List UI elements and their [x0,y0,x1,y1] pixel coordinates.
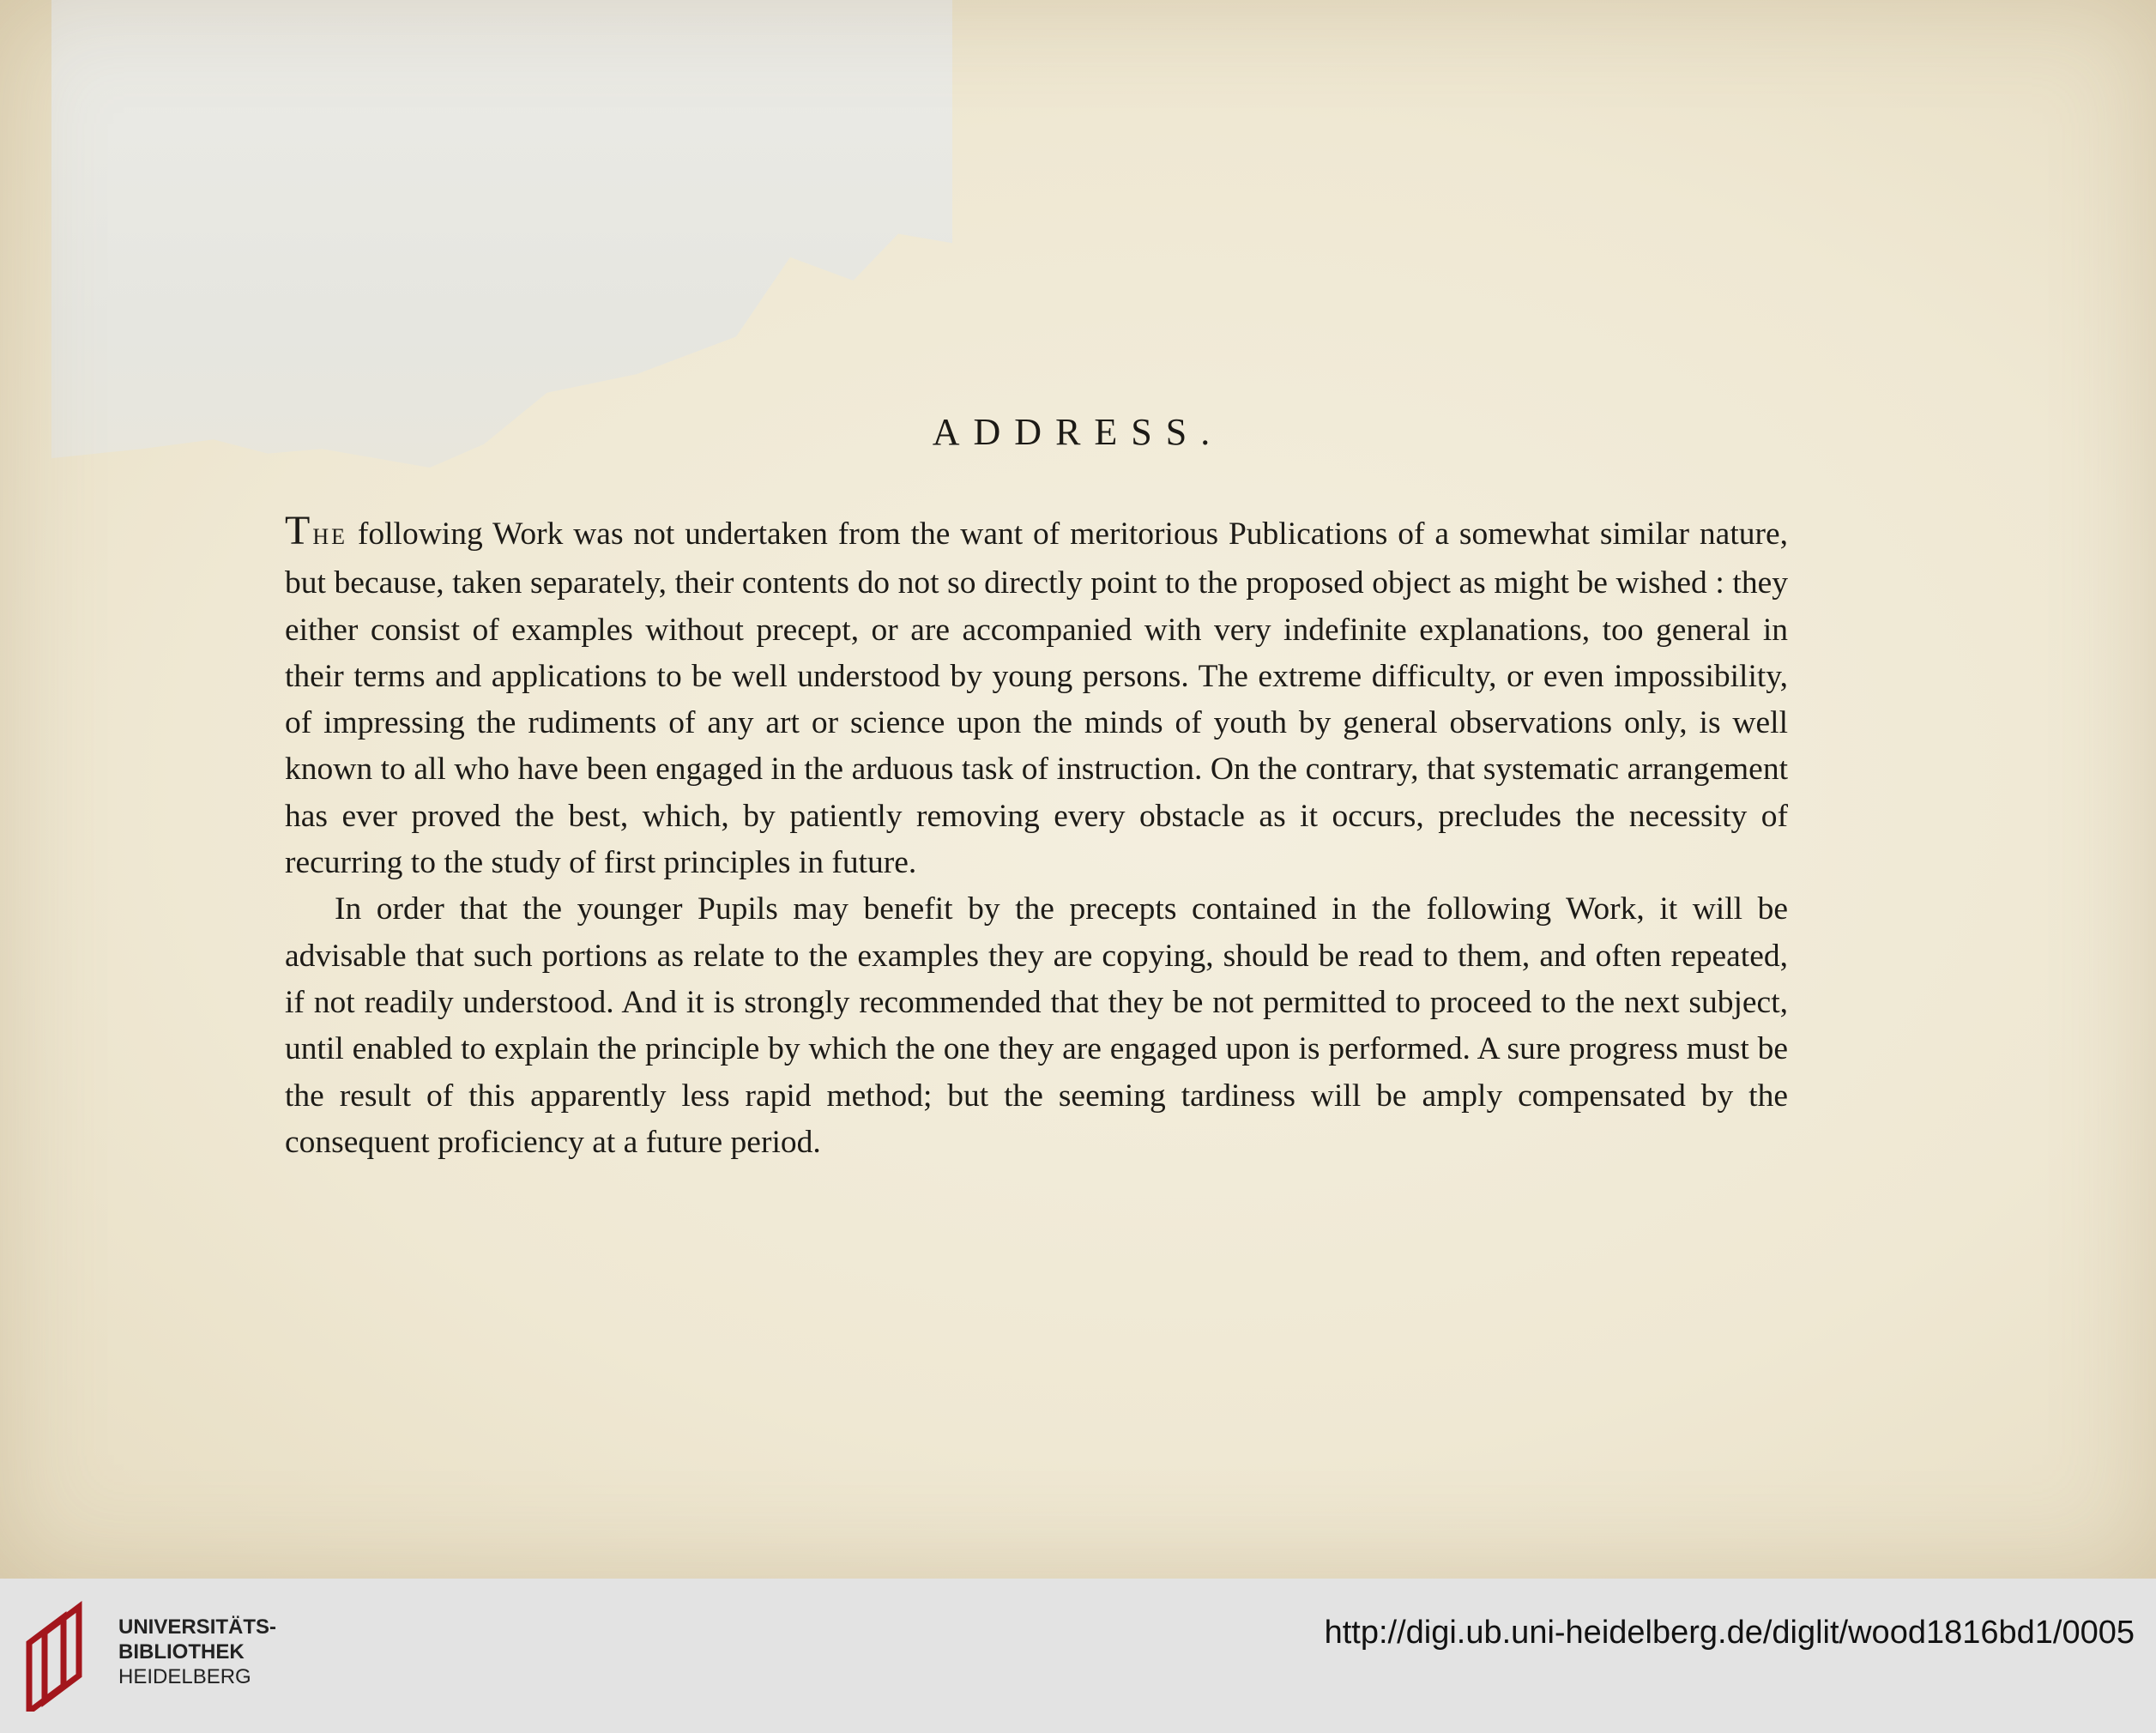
library-name-line-1: UNIVERSITÄTS- [118,1615,277,1639]
library-name-line-2: BIBLIOTHEK [118,1640,245,1664]
lead-rest: HE [312,524,347,549]
library-name-line-3: HEIDELBERG [118,1665,251,1688]
library-logo-icon[interactable] [19,1600,105,1712]
footer-bar [0,1579,2156,1733]
paragraph-lead-word [285,508,347,553]
text-body [285,508,1788,1166]
paragraph-1-text: following Work was not undertaken from the want of meritorious Publications of a somewhat similar nature, but because, taken separately, their contents do not so directly point to the proposed object as might be wished : they either consist of examples without precept, or are accompanied with very indefinite explanations, too general in their terms and applications to be well understood by young persons. The extreme difficulty, or even impossibility, of impressing the rudiments of any art or science upon the minds of youth by general observations only, is well known to all who have been engaged in the arduous task of instruction. On the contrary, that systematic arrangement has ever proved the best, which, by patiently removing every obstacle as it occurs, precludes the necessity of recurring to the study of first principles in future. [285,516,1788,881]
paragraph-1 [285,508,1788,886]
page-heading: ADDRESS. [932,411,1224,453]
source-url-link[interactable]: http://digi.ub.uni-heidelberg.de/diglit/wood1816bd1/0005 [1324,1615,2135,1651]
paragraph-2: In order that the younger Pupils may benefit by the precepts contained in the following Work, it will be advisable that such portions as relate to the examples they are copying, should be read to them, and often repeated, if not readily understood. And it is strongly recommended that they be not permitted to proceed to the next subject, until enabled to explain the principle by which the one they are engaged upon is performed. A sure progress must be the result of this apparently less rapid method; but the seeming tardiness will be amply compensated by the consequent proficiency at a future period. [285,891,1788,1160]
lead-initial: T [285,508,313,553]
library-name [118,1615,276,1689]
pasted-paper-patch [51,0,952,468]
